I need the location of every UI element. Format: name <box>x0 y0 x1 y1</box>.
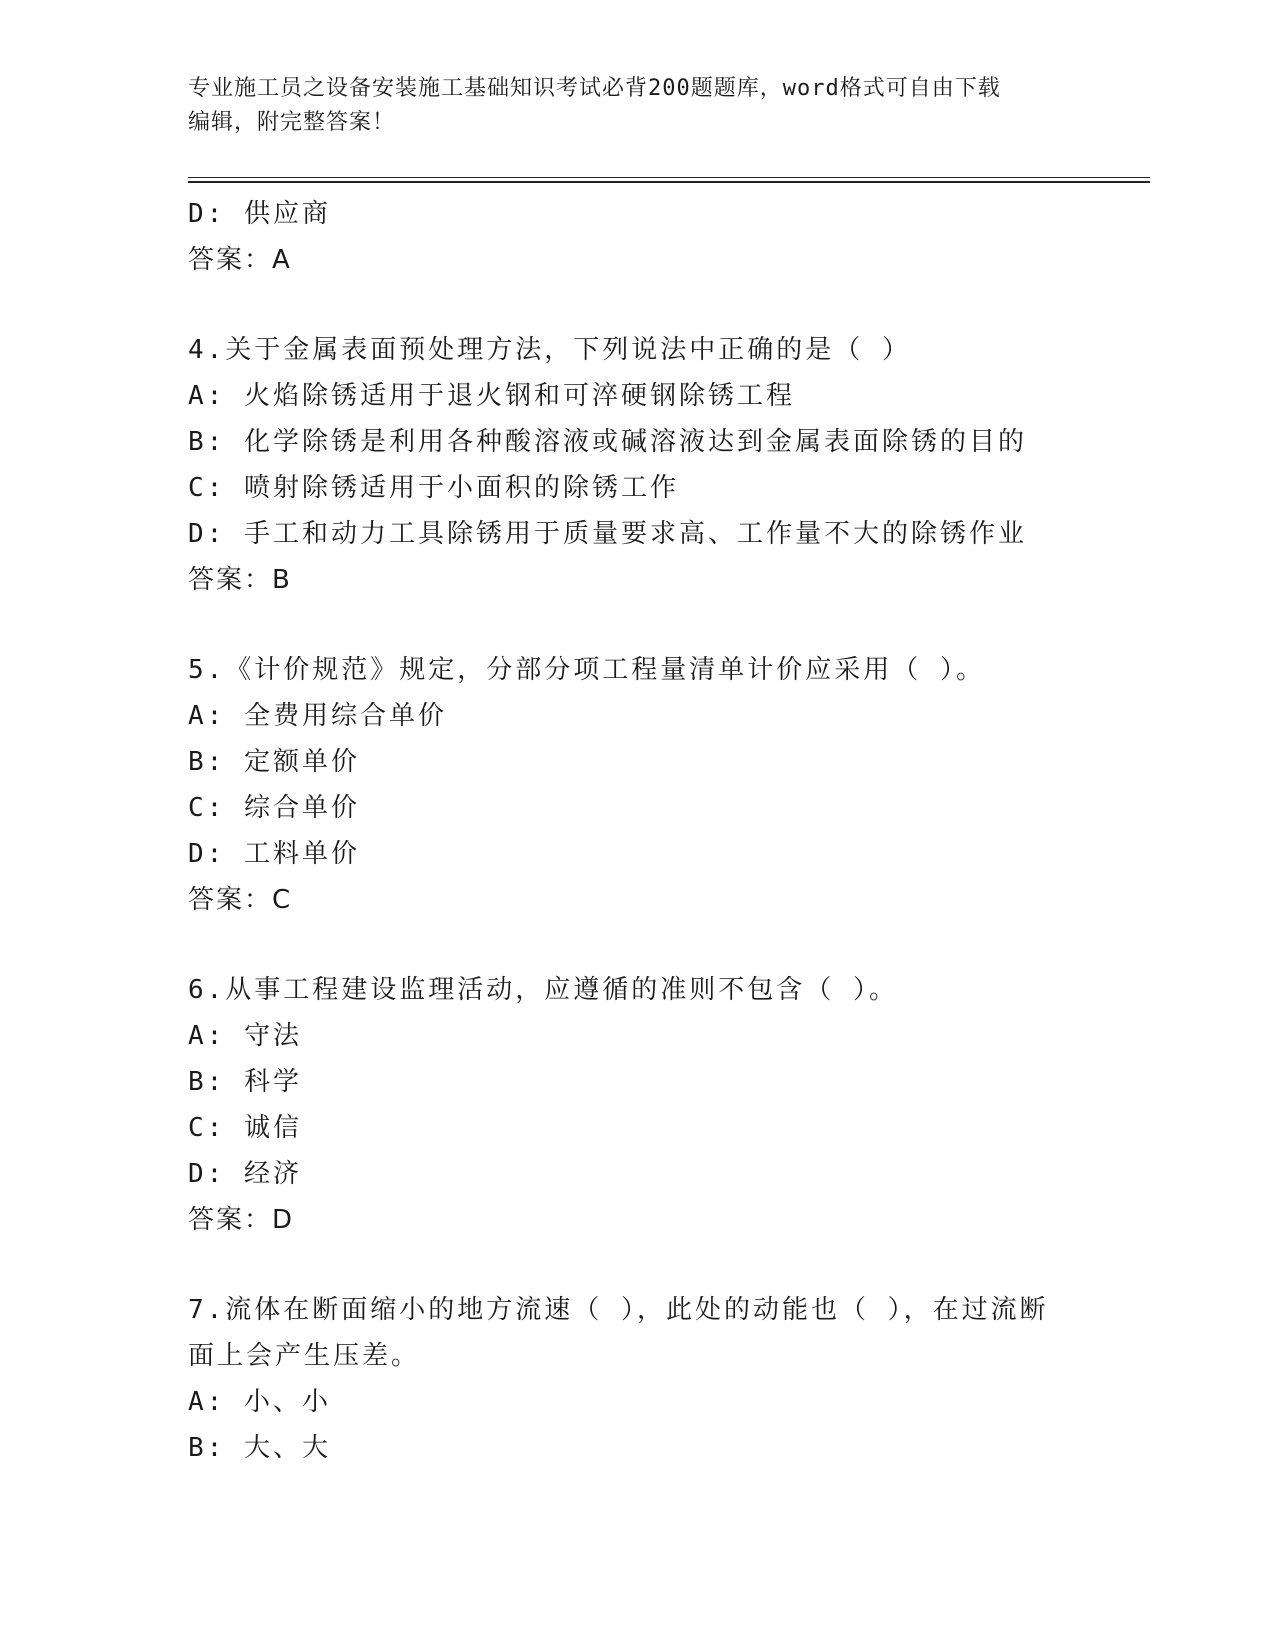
option-b: B: 大、大 <box>188 1433 331 1463</box>
option-c: C: 诚信 <box>188 1113 302 1143</box>
option-c: C: 喷射除锈适用于小面积的除锈工作 <box>188 473 679 503</box>
spacer <box>188 923 1148 967</box>
question-4 <box>188 327 1148 603</box>
option-a: A: 小、小 <box>188 1387 331 1417</box>
option-d: D: 工料单价 <box>188 839 360 869</box>
answer-line: 答案：C <box>188 885 293 915</box>
answer-line: 答案：A <box>188 245 292 275</box>
question-stem: 5.《计价规范》规定，分部分项工程量清单计价应采用（ ）。 <box>188 655 985 685</box>
page-header <box>188 72 1088 140</box>
header-divider-thick <box>188 181 1150 183</box>
previous-question-tail <box>188 191 1148 283</box>
header-divider-thin <box>188 177 1150 178</box>
option-b: B: 科学 <box>188 1067 302 1097</box>
option-c: C: 综合单价 <box>188 793 360 823</box>
header-title-line-2: 编辑，附完整答案！ <box>188 110 396 135</box>
option-a: A: 火焰除锈适用于退火钢和可淬硬钢除锈工程 <box>188 381 795 411</box>
question-6 <box>188 967 1148 1243</box>
spacer <box>188 1243 1148 1287</box>
question-7 <box>188 1287 1148 1471</box>
option-d: D: 手工和动力工具除锈用于质量要求高、工作量不大的除锈作业 <box>188 519 1027 549</box>
option-b: B: 定额单价 <box>188 747 360 777</box>
question-stem: 4.关于金属表面预处理方法，下列说法中正确的是（ ） <box>188 335 911 365</box>
option-b: B: 化学除锈是利用各种酸溶液或碱溶液达到金属表面除锈的目的 <box>188 427 1027 457</box>
question-stem-line-1: 7.流体在断面缩小的地方流速（ ），此处的动能也（ ），在过流断 <box>188 1295 1049 1325</box>
question-5 <box>188 647 1148 923</box>
option-d: D: 供应商 <box>188 199 331 229</box>
option-a: A: 全费用综合单价 <box>188 701 447 731</box>
answer-line: 答案：B <box>188 565 292 595</box>
spacer <box>188 603 1148 647</box>
question-stem-line-2: 面上会产生压差。 <box>188 1341 421 1371</box>
question-stem: 6.从事工程建设监理活动，应遵循的准则不包含（ ）。 <box>188 975 898 1005</box>
spacer <box>188 283 1148 327</box>
option-a: A: 守法 <box>188 1021 302 1051</box>
option-d: D: 经济 <box>188 1159 302 1189</box>
answer-line: 答案：D <box>188 1205 295 1235</box>
question-content <box>188 191 1148 1471</box>
header-title-line-1: 专业施工员之设备安装施工基础知识考试必背200题题库，word格式可自由下载 <box>188 76 1001 101</box>
